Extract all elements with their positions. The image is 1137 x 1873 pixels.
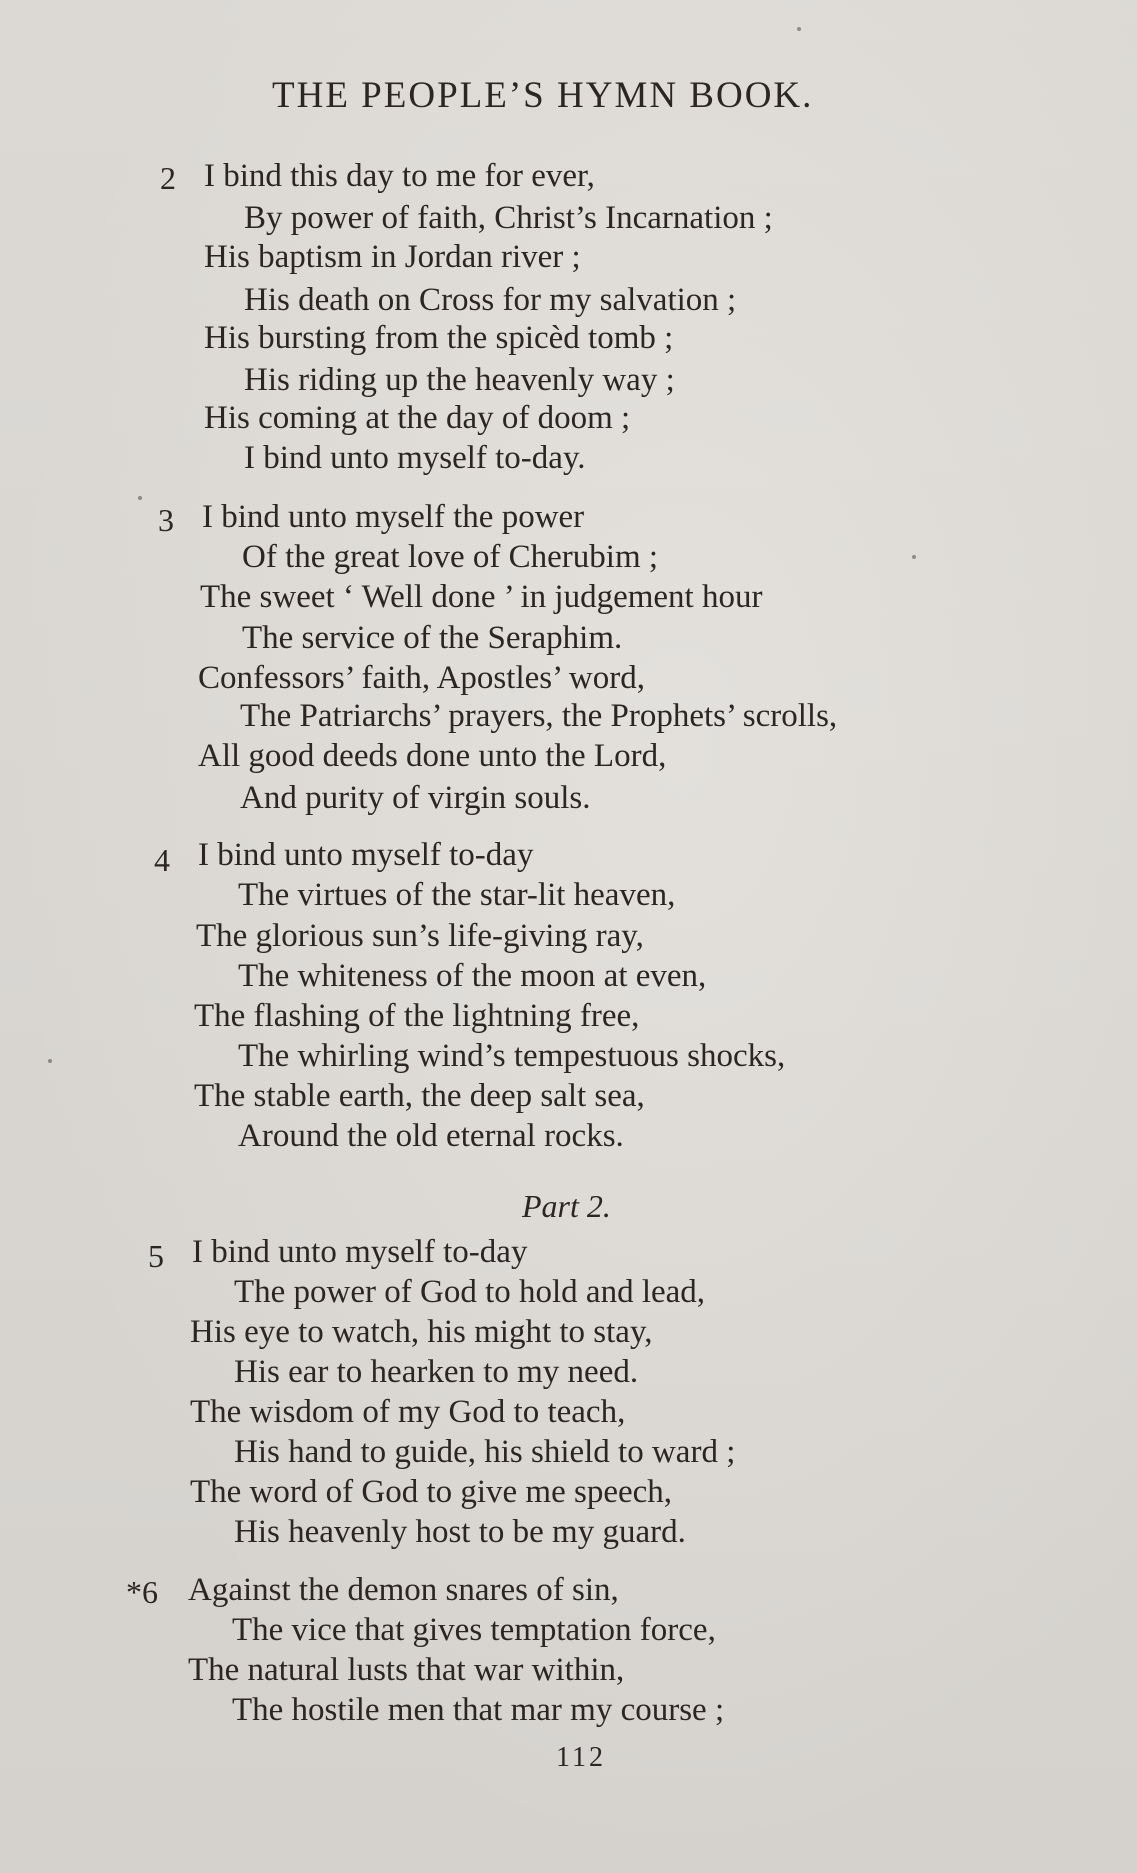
paper-speck <box>138 496 142 500</box>
verse-line: The word of God to give me speech, <box>190 1474 673 1510</box>
paper-speck <box>48 1059 52 1063</box>
verse-line: The natural lusts that war within, <box>188 1652 625 1688</box>
verse-line: The whiteness of the moon at even, <box>238 958 707 994</box>
verse-line: The power of God to hold and lead, <box>234 1274 706 1310</box>
verse-line: His hand to guide, his shield to ward ; <box>234 1434 736 1470</box>
verse-line: His heavenly host to be my guard. <box>234 1514 686 1550</box>
verse-line: I bind this day to me for ever, <box>204 158 595 194</box>
verse-line: The hostile men that mar my course ; <box>232 1692 725 1728</box>
running-head: THE PEOPLE’S HYMN BOOK. <box>272 75 814 116</box>
verse-line: The vice that gives temptation force, <box>232 1612 716 1648</box>
verse-line: His death on Cross for my salvation ; <box>244 282 737 318</box>
verse-line: His bursting from the spicèd tomb ; <box>204 320 674 356</box>
verse-line: His coming at the day of doom ; <box>204 400 631 436</box>
verse-line: Against the demon snares of sin, <box>188 1572 619 1608</box>
paper-speck <box>912 555 916 559</box>
verse-line: The glorious sun’s life-giving ray, <box>196 918 644 954</box>
verse-number: 2 <box>160 160 176 196</box>
verse-line: His baptism in Jordan river ; <box>204 239 581 275</box>
paper-speck <box>797 27 801 31</box>
verse-line: The stable earth, the deep salt sea, <box>194 1078 645 1114</box>
verse-line: The Patriarchs’ prayers, the Prophets’ scrolls, <box>240 698 838 734</box>
verse-line: I bind unto myself the power <box>202 499 585 535</box>
page-number: 112 <box>556 1742 606 1773</box>
verse-line: The virtues of the star-lit heaven, <box>238 877 676 913</box>
verse-line: His riding up the heavenly way ; <box>244 362 675 398</box>
verse-number: *6 <box>126 1574 158 1610</box>
verse-line: Confessors’ faith, Apostles’ word, <box>198 660 645 696</box>
verse-line: By power of faith, Christ’s Incarnation ; <box>244 200 773 236</box>
part-heading: Part 2. <box>522 1188 611 1224</box>
verse-line: Around the old eternal rocks. <box>238 1118 624 1154</box>
verse-number: 4 <box>154 842 170 878</box>
verse-line: The service of the Seraphim. <box>242 620 623 656</box>
verse-line: I bind unto myself to-day <box>198 837 534 873</box>
verse-number: 3 <box>158 502 174 538</box>
verse-line: I bind unto myself to-day. <box>244 440 586 476</box>
verse-number: 5 <box>148 1238 164 1274</box>
verse-line: The wisdom of my God to teach, <box>190 1394 626 1430</box>
verse-line: All good deeds done unto the Lord, <box>198 738 667 774</box>
verse-line: Of the great love of Cherubim ; <box>242 539 659 575</box>
verse-line: I bind unto myself to-day <box>192 1234 528 1270</box>
verse-line: And purity of virgin souls. <box>240 780 591 816</box>
verse-line: His eye to watch, his might to stay, <box>190 1314 653 1350</box>
verse-line: The flashing of the lightning free, <box>194 998 640 1034</box>
verse-line: The whirling wind’s tempestuous shocks, <box>238 1038 786 1074</box>
verse-line: His ear to hearken to my need. <box>234 1354 639 1390</box>
verse-line: The sweet ‘ Well done ’ in judgement hour <box>200 579 763 615</box>
